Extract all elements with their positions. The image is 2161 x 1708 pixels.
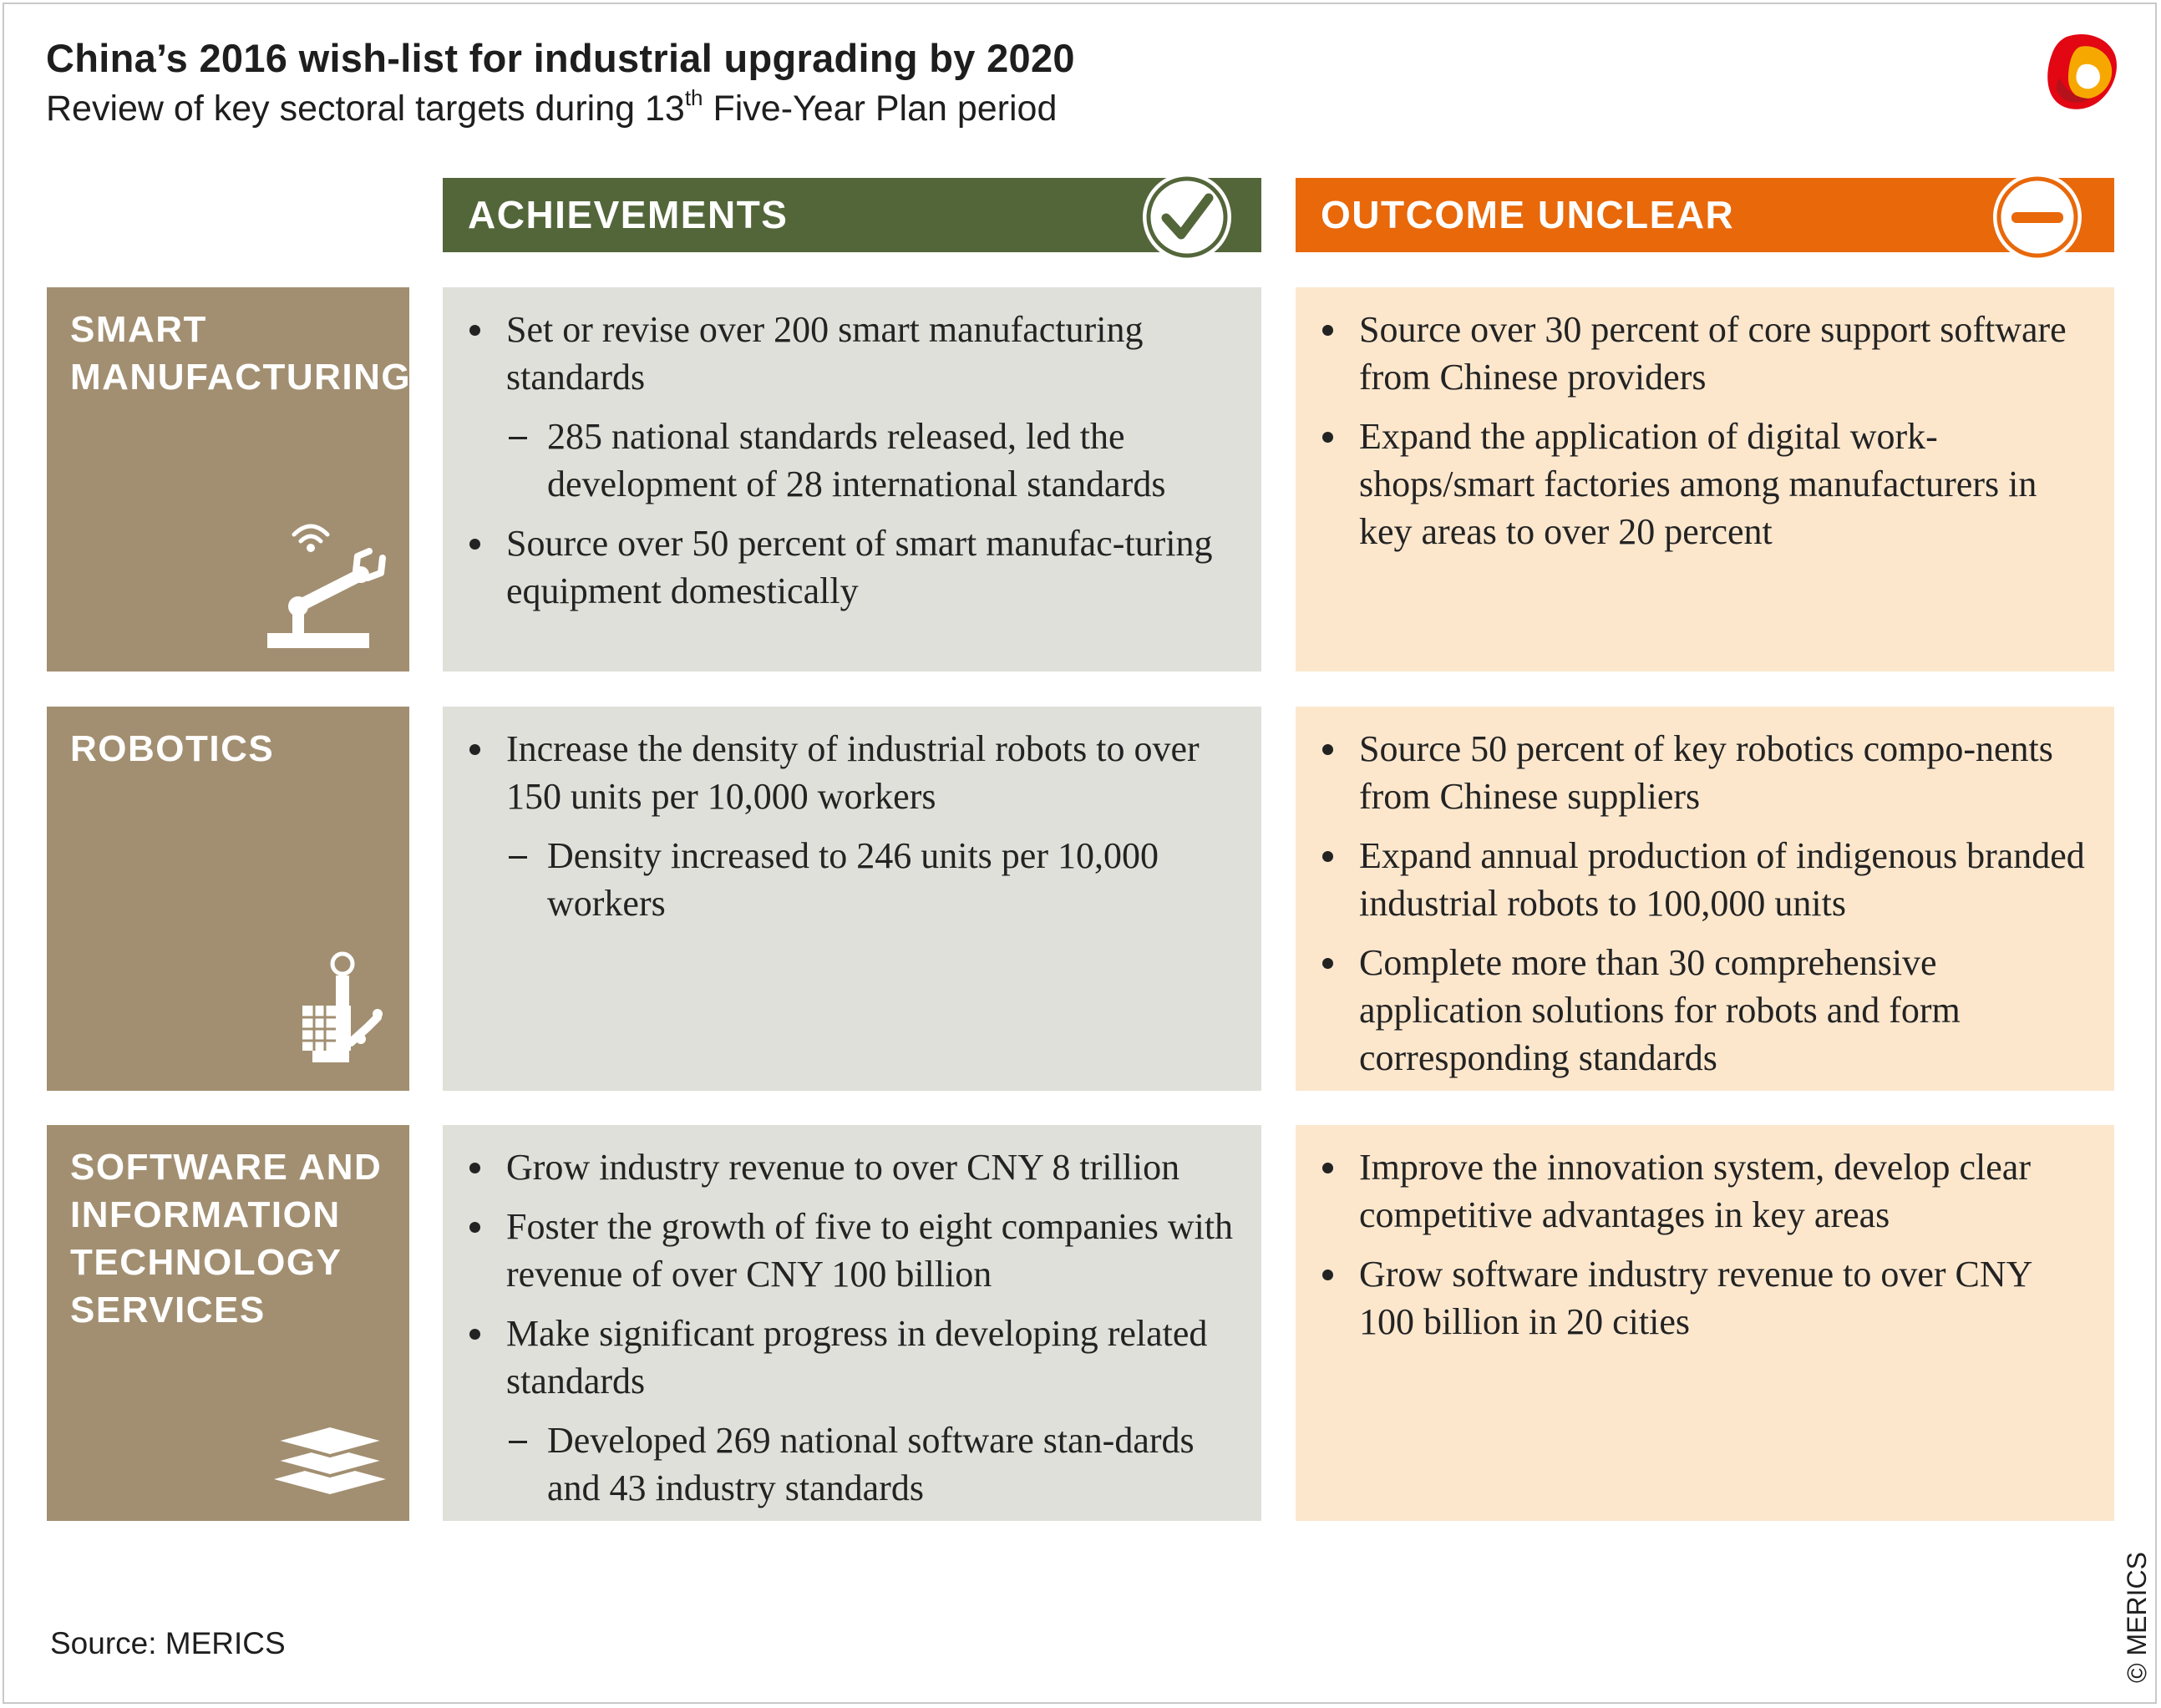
subtitle-prefix: Review of key sectoral targets during 13 bbox=[46, 89, 685, 129]
list-item: Grow industry revenue to over CNY 8 trillion bbox=[466, 1143, 1238, 1191]
robot-arm-icon bbox=[262, 511, 388, 653]
page-subtitle bbox=[46, 85, 1058, 129]
list-item: Increase the density of industrial robots to over 150 units per 10,000 workers bbox=[466, 725, 1238, 820]
list-item: Improve the innovation system, develop clear competitive advantages in key areas bbox=[1319, 1143, 2091, 1239]
category-smart-manufacturing bbox=[47, 287, 412, 672]
list-item: Grow software industry revenue to over CNY 100 billion in 20 cities bbox=[1319, 1250, 2091, 1346]
smart-manufacturing-unclear bbox=[1296, 287, 2114, 672]
list-item: Source over 50 percent of smart manufac-turing equipment domestically bbox=[466, 519, 1238, 615]
category-label: ROBOTICS bbox=[70, 728, 275, 769]
robotics-unclear bbox=[1296, 707, 2114, 1091]
category-label: SOFTWARE AND INFORMATION TECHNOLOGY SERVICES bbox=[70, 1147, 383, 1330]
source-note: Source: MERICS bbox=[50, 1626, 286, 1660]
list-item: Expand annual production of indigenous branded industrial robots to 100,000 units bbox=[1319, 832, 2091, 927]
list-subitem: 285 national standards released, led the development of 28 international standards bbox=[466, 413, 1238, 508]
smart-manufacturing-achievements bbox=[443, 287, 1261, 672]
copyright-note: © MERICS bbox=[2122, 1552, 2152, 1683]
list-item: Foster the growth of five to eight companies with revenue of over CNY 100 billion bbox=[466, 1203, 1238, 1298]
achievements-header bbox=[443, 178, 1261, 252]
category-label: SMART MANUFACTURING bbox=[70, 309, 412, 398]
subtitle-suffix: Five-Year Plan period bbox=[703, 89, 1058, 129]
software-unclear bbox=[1296, 1125, 2114, 1521]
check-icon bbox=[1138, 168, 1236, 266]
list-item: Expand the application of digital work-shops/smart factories among manufacturers in key areas to over 20 percent bbox=[1319, 413, 2091, 555]
achievements-header-label: ACHIEVEMENTS bbox=[468, 193, 789, 236]
list-subitem: Density increased to 246 units per 10,000 workers bbox=[466, 832, 1238, 927]
category-robotics bbox=[47, 707, 409, 1091]
robot-hand-icon bbox=[297, 950, 389, 1067]
layers-icon bbox=[271, 1421, 389, 1498]
robotics-achievements bbox=[443, 707, 1261, 1091]
merics-logo-icon bbox=[2043, 32, 2123, 115]
software-achievements bbox=[443, 1125, 1261, 1521]
outcome-unclear-header-label: OUTCOME UNCLEAR bbox=[1321, 193, 1735, 236]
list-item: Source 50 percent of key robotics compo-nents from Chinese suppliers bbox=[1319, 725, 2091, 820]
subtitle-superscript: th bbox=[684, 85, 703, 110]
category-software-it-services bbox=[47, 1125, 409, 1521]
page-title: China’s 2016 wish-list for industrial upgrading by 2020 bbox=[46, 36, 1075, 80]
list-item: Source over 30 percent of core support software from Chinese providers bbox=[1319, 306, 2091, 401]
outcome-unclear-header bbox=[1296, 178, 2114, 252]
list-item: Complete more than 30 comprehensive application solutions for robots and form corresponding standards bbox=[1319, 939, 2091, 1082]
list-subitem: Developed 269 national software stan-dards and 43 industry standards bbox=[466, 1417, 1238, 1512]
list-item: Make significant progress in developing related standards bbox=[466, 1310, 1238, 1405]
list-item: Set or revise over 200 smart manufacturing standards bbox=[466, 306, 1238, 401]
minus-icon bbox=[1988, 168, 2087, 266]
